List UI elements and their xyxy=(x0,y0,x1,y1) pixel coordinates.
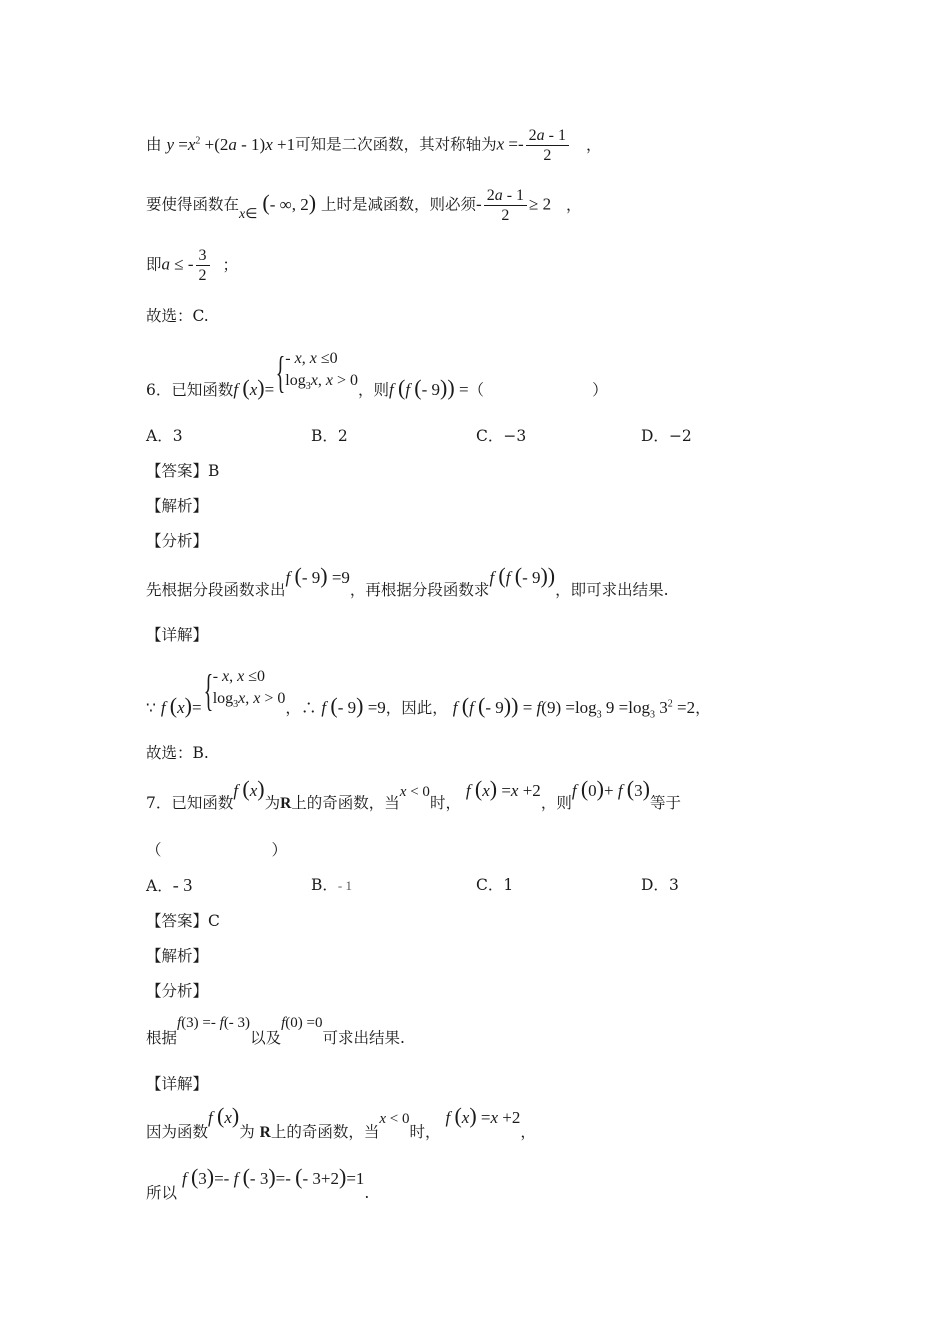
formula-fx-eq-x-plus-2: f (x) =x +2 xyxy=(465,776,541,801)
fraction-three-halves: $\frac{3}{2}$ xyxy=(196,246,210,285)
solution-line-result: 即a ≤ - $\frac{3}{2}$ ； xyxy=(146,247,238,284)
piecewise-definition: {- x, x ≤0 $\log_3x$, x > 0 xyxy=(275,348,358,398)
q7-detail-2: 所以 f (3)=- f (- 3)=- (- 3+2)=1. xyxy=(146,1164,370,1202)
q6-option-d[interactable]: D．−2 xyxy=(641,427,692,445)
solution-line-decreasing: 要使得函数在x∈ (- ∞, 2) 上时是减函数，则必须- $\frac{2a - 1}{2}$ ≥ 2 ， xyxy=(146,187,582,224)
q7-jiexi-heading: 【解析】 xyxy=(146,947,209,965)
q7-paren: （ ） xyxy=(146,841,288,859)
q6-option-c[interactable]: C．−3 xyxy=(476,427,527,445)
q7-fenxi-text: 根据f(3) =- f(- 3)以及f(0) =0可求出结果. xyxy=(146,1015,405,1047)
formula-f-neg9-detail: f (- 9) =9 xyxy=(321,693,386,719)
formula-interval: (- ∞, 2) xyxy=(262,189,317,215)
q7-xiangjie-heading: 【详解】 xyxy=(146,1075,209,1093)
q7-fenxi-heading: 【分析】 xyxy=(146,982,209,1000)
formula-f-neg9-eq-9: f (- 9) =9 xyxy=(285,563,350,588)
q7-detail-1: 因为函数f (x)为 R上的奇函数，当x < 0时， f (x) =x +2， xyxy=(146,1103,536,1141)
fraction-axis: $\frac{2a - 1}{2}$ xyxy=(526,126,569,165)
q6-stem: 6．已知函数f (x)={- x, x ≤0 $\log_3x$, x > 0，则f (f (- 9)) =（ ） xyxy=(146,348,608,401)
q6-detail: ∵ f (x)={- x, x ≤0 $\log_3x$, x > 0，∴ f (- 9) =9，因此， f (f (- $9)) = f(9) =\log_3$ $9 =\log_3$ $3^2 =2$， xyxy=(146,666,711,721)
formula-fx: f (x)= xyxy=(233,375,275,401)
piecewise-definition-detail: {- x, x ≤0 $\log_3x$, x > 0 xyxy=(203,666,286,716)
q7-option-c[interactable]: C．1 xyxy=(476,876,514,894)
formula-a-leq: a ≤ - xyxy=(161,254,194,274)
formula-f0-plus-f3: f (0)+ f (3) xyxy=(571,776,650,801)
formula-fx-q7: f (x) xyxy=(233,776,265,801)
fraction-condition: $\frac{2a - 1}{2}$ xyxy=(484,186,527,225)
solution-line-symmetry-axis: 由 $y =x^2 +(2a - 1)x +1$可知是二次函数，其对称轴为x =- $\frac{2a - 1}{2}$ ， xyxy=(146,127,602,164)
formula-ff-9: f (f (- 9)) = xyxy=(389,375,469,401)
formula-f3-eq-neg-f-neg3: f(3) =- f(- 3) xyxy=(177,1015,251,1031)
q6-option-b[interactable]: B．2 xyxy=(311,427,348,445)
q6-select: 故选：B. xyxy=(146,744,209,762)
text-you: 由 xyxy=(146,135,162,154)
q6-option-a[interactable]: A．3 xyxy=(146,427,183,445)
formula-x-in: x∈ xyxy=(239,206,258,222)
q6-fenxi-text: 先根据分段函数求出f (- 9) =9，再根据分段函数求f (f (- 9))，即可求出结果. xyxy=(146,563,669,599)
q7-option-d[interactable]: D．3 xyxy=(641,876,679,894)
q6-jiexi-heading: 【解析】 xyxy=(146,497,209,515)
q6-fenxi-heading: 【分析】 xyxy=(146,532,209,550)
formula-chain-log: f (f (- $9)) = f(9) =\log_3$ $9 =\log_3$ $3^2 =2$ xyxy=(452,693,696,721)
text-symmetry: 可知是二次函数，其对称轴为 xyxy=(295,135,497,154)
q7-option-a[interactable]: A．- 3 xyxy=(146,875,193,895)
formula-f-f-neg9: f (f (- 9)) xyxy=(489,563,556,588)
formula-quadratic: $y =x^2 +(2a - 1)x +1$ xyxy=(166,134,296,154)
q6-answer-tag: 【答案】B xyxy=(146,462,220,480)
q6-xiangjie-heading: 【详解】 xyxy=(146,626,209,644)
q7-stem: 7．已知函数f (x)为R上的奇函数，当x < 0时， f (x) =x +2，则f (0)+ f (3)等于 xyxy=(146,776,681,812)
formula-f3-result: f (3)=- f (- 3)=- (- 3+2)=1 xyxy=(181,1164,365,1189)
formula-geq-2: ≥ 2 xyxy=(529,194,552,214)
formula-axis: x =- xyxy=(496,134,524,154)
q7-option-b[interactable]: B．- 1 xyxy=(311,876,352,894)
p5-answer: 故选：C. xyxy=(146,307,209,325)
formula-x-lt-0: x < 0 xyxy=(399,784,430,800)
q7-answer-tag: 【答案】C xyxy=(146,912,220,930)
formula-f0-eq-0: f(0) =0 xyxy=(281,1015,323,1031)
